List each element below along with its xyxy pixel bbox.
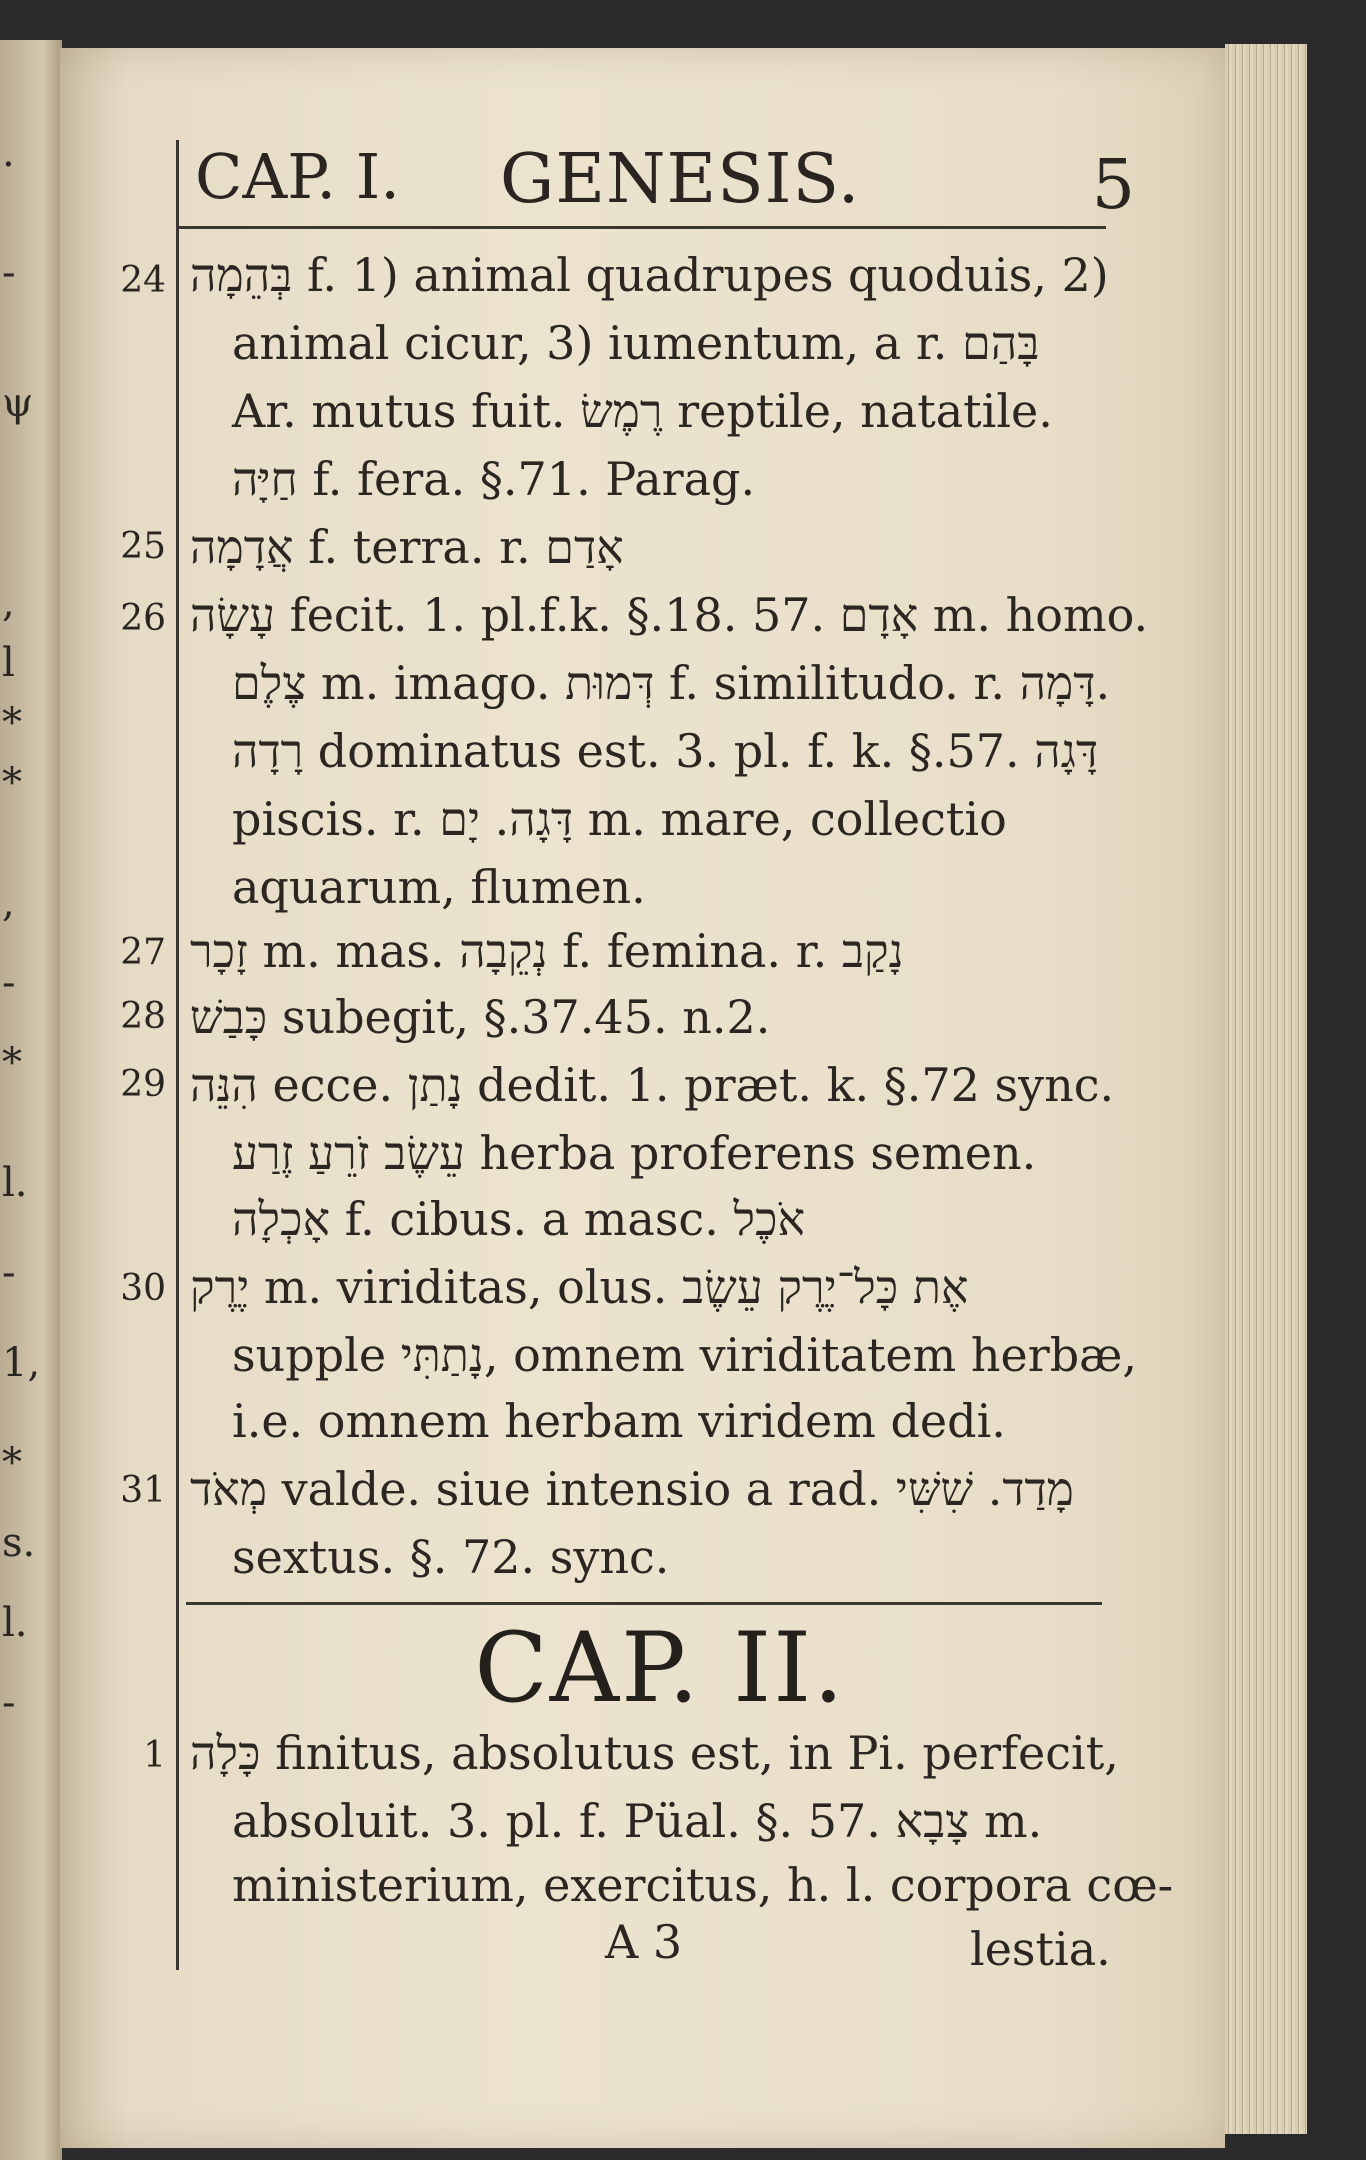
left-page-margin-char: - bbox=[2, 1250, 16, 1296]
text-line: ministerium, exercitus, h. l. corpora cœ- bbox=[232, 1858, 1174, 1912]
text-line: sextus. §. 72. sync. bbox=[232, 1530, 670, 1584]
left-page-margin-char: * bbox=[2, 1440, 22, 1486]
left-page-margin-char: s. bbox=[2, 1520, 36, 1566]
text-line: רָדָה dominatus est. 3. pl. f. k. §.57. דָּגָה bbox=[232, 724, 1099, 778]
left-page-margin-char: . bbox=[2, 130, 15, 176]
verse-number: 29 bbox=[120, 1064, 166, 1105]
text-line: i.e. omnem herbam viridem dedi. bbox=[232, 1394, 1006, 1448]
verse-number: 1 bbox=[143, 1735, 166, 1776]
left-page-margin-char: l. bbox=[2, 1160, 28, 1206]
left-page-margin-char: - bbox=[2, 250, 16, 296]
text-line: הִנֵּה ecce. נָתַן dedit. 1. præt. k. §.72 sync. bbox=[190, 1058, 1115, 1112]
verse-number: 24 bbox=[120, 260, 166, 301]
chapter-heading: CAP. II. bbox=[474, 1612, 846, 1724]
left-page-margin-char: ψ bbox=[2, 380, 34, 426]
text-line: Ar. mutus fuit. רֶמֶשׂ reptile, natatile. bbox=[232, 384, 1053, 438]
text-line: צֶלֶם m. imago. דְּמוּת f. similitudo. r. דָּמָה. bbox=[232, 656, 1111, 710]
text-line: piscis. r. דָּגָה. יָם m. mare, collectio bbox=[232, 792, 1007, 846]
text-line: חַיָּה f. fera. §.71. Parag. bbox=[232, 452, 756, 506]
header-chapter: CAP. I. bbox=[195, 140, 400, 213]
verse-number: 26 bbox=[120, 598, 166, 639]
verse-number: 27 bbox=[120, 932, 166, 973]
text-line: אָכְלָה f. cibus. a masc. אֹכֶל bbox=[232, 1192, 806, 1246]
left-page-margin-char: l. bbox=[2, 1600, 28, 1646]
text-line: aquarum, flumen. bbox=[232, 860, 646, 914]
page-stack-edge bbox=[1225, 44, 1307, 2134]
text-line: כָּלָה finitus, absolutus est, in Pi. perfecit, bbox=[190, 1726, 1119, 1780]
signature-mark: A 3 bbox=[605, 1915, 683, 1969]
left-page-margin-char: , bbox=[2, 580, 15, 626]
page-number: 5 bbox=[1091, 146, 1135, 225]
text-line: בְּהֵמָה f. 1) animal quadrupes quoduis, 2) bbox=[190, 248, 1109, 302]
left-page-margin-char: - bbox=[2, 1680, 16, 1726]
left-page-margin-char: - bbox=[2, 960, 16, 1006]
left-page-margin-char: * bbox=[2, 700, 22, 746]
verse-number: 28 bbox=[120, 996, 166, 1037]
text-line: מְאֹד valde. siue intensio a rad. מָדַד. שִׁשִּׁי bbox=[190, 1462, 1074, 1516]
text-line: absoluit. 3. pl. f. Püal. §. 57. צָבָא m. bbox=[232, 1794, 1043, 1848]
running-header bbox=[195, 140, 1135, 230]
header-title: GENESIS. bbox=[500, 140, 861, 219]
text-line: אֲדָמָה f. terra. r. אָדַם bbox=[190, 520, 624, 574]
text-line: animal cicur, 3) iumentum, a r. בָּהַם bbox=[232, 316, 1040, 370]
text-line: יֶרֶק m. viriditas, olus. אֶת כָּל־יֶרֶק עֵשֶׂב bbox=[190, 1260, 969, 1314]
left-page-edge bbox=[0, 40, 62, 2160]
catchword: lestia. bbox=[970, 1922, 1111, 1976]
left-page-margin-char: , bbox=[2, 880, 15, 926]
chapter-divider-rule bbox=[186, 1602, 1102, 1605]
text-line: supple נָתַתִּי, omnem viriditatem herbæ, bbox=[232, 1328, 1138, 1382]
text-line: זָכָר m. mas. נְקֵבָה f. femina. r. נָקַב bbox=[190, 924, 904, 978]
text-line: עָשָׂה fecit. 1. pl.f.k. §.18. 57. אָדָם m. homo. bbox=[190, 588, 1149, 642]
text-line: כָּבַשׁ subegit, §.37.45. n.2. bbox=[190, 990, 771, 1044]
verse-number: 31 bbox=[120, 1470, 166, 1511]
text-line: עֵשֶׂב זֹרֵעַ זֶרַע herba proferens semen. bbox=[232, 1126, 1037, 1180]
left-page-margin-char: l bbox=[2, 640, 15, 686]
verse-number: 30 bbox=[120, 1268, 166, 1309]
left-page-margin-char: * bbox=[2, 760, 22, 806]
left-page-margin-char: * bbox=[2, 1040, 22, 1086]
left-page-margin-char: 1, bbox=[2, 1340, 41, 1386]
verse-number: 25 bbox=[120, 526, 166, 567]
